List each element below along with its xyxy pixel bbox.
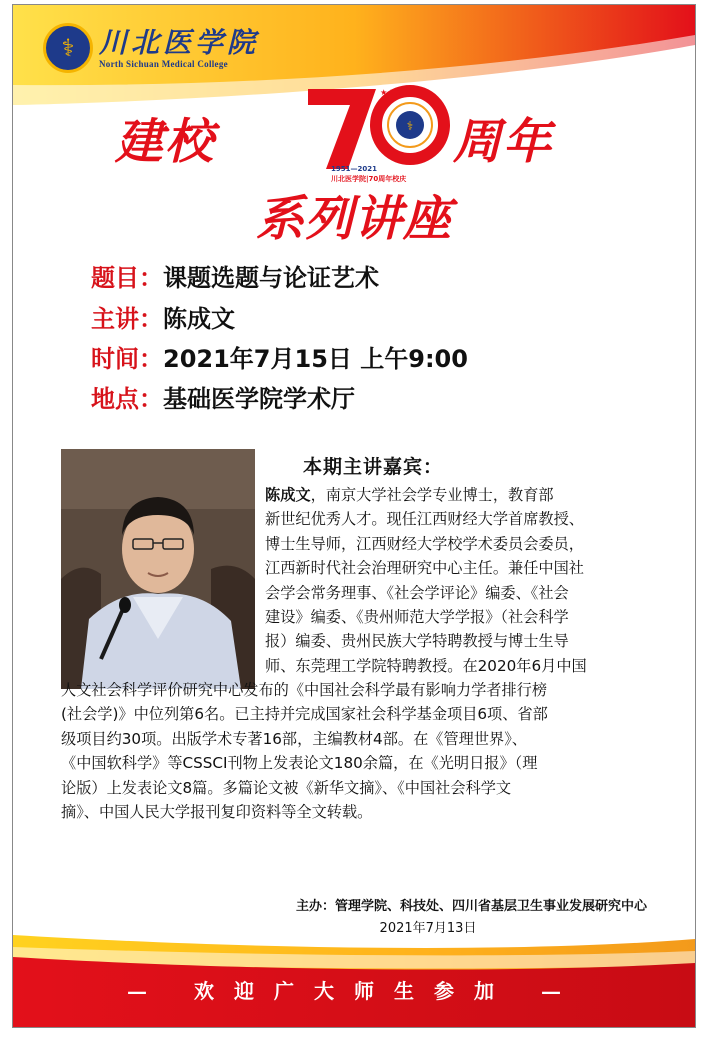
anniversary-years: 1951—2021	[331, 165, 377, 173]
svg-text:★★★★★: ★★★★★	[380, 88, 416, 97]
place-line	[91, 384, 355, 414]
speaker-label: 主讲：	[91, 305, 163, 333]
title-subtitle: 系列讲座	[255, 191, 452, 247]
college-logo	[43, 23, 259, 73]
bio-line: 级项目约30项。出版学术专著16部，主编教材4部。在《管理世界》、	[61, 729, 527, 748]
anniversary-70-emblem	[298, 77, 458, 177]
bio-line: 摘》、中国人民大学报刊复印资料等全文转载。	[61, 803, 373, 822]
bio-line: 人文社会科学评价研究中心发布的《中国社会科学最有影响力学者排行榜	[61, 681, 547, 699]
place-value: 基础医学院学术厅	[163, 385, 355, 413]
speaker-value: 陈成文	[163, 305, 235, 333]
logo-chinese-name: 川北医学院	[99, 26, 260, 59]
place-label: 地点：	[91, 385, 163, 413]
bio-line: 博士生导师，江西财经大学校学术委员会委员，	[265, 534, 584, 553]
topic-value: 课题选题与论证艺术	[163, 264, 379, 292]
bio-speaker-name: 陈成文	[265, 486, 311, 504]
time-line	[91, 344, 468, 374]
time-value: 2021年7月15日 上午9:00	[163, 345, 468, 373]
bio-line: 论版）上发表论文8篇。多篇论文被《新华文摘》、《中国社会科学文	[61, 778, 512, 797]
topic-label: 题目：	[91, 264, 163, 292]
bio-line: 江西新时代社会治理研究中心主任。兼任中国社	[265, 559, 584, 578]
bio-line: ，南京大学社会学专业博士，教育部	[310, 486, 554, 504]
title-right: 周年	[453, 114, 554, 170]
organizer: 主办：管理学院、科技处、四川省基层卫生事业发展研究中心	[295, 899, 647, 914]
bio-top	[265, 483, 647, 678]
bio-line: 会学会常务理事、《社会学评论》编委、《社会	[265, 583, 569, 602]
bio-line: 新世纪优秀人才。现任江西财经大学首席教授、	[265, 510, 584, 529]
speaker-photo	[61, 449, 255, 689]
issue-date: 2021年7月13日	[379, 921, 477, 936]
bio-line: (社会学)》中位列第6名。已主持并完成国家社会科学基金项目6项、省部	[61, 705, 548, 724]
speaker-line	[91, 304, 235, 334]
time-label: 时间：	[91, 345, 163, 373]
speaker-heading: 本期主讲嘉宾：	[303, 456, 444, 478]
bio-line: 师、东莞理工学院特聘教授。在2020年6月中国	[265, 656, 587, 675]
bio-bottom	[61, 678, 647, 824]
topic-line	[91, 263, 379, 293]
college-emblem-icon: ⚕	[43, 23, 93, 73]
bio-line: 报）编委、贵州民族大学特聘教授与博士生导	[265, 632, 569, 651]
bio-line: 《中国软科学》等CSSCI刊物上发表论文180余篇，在《光明日报》（理	[61, 754, 538, 773]
title-left: 建校	[115, 114, 216, 170]
logo-english-name: North Sichuan Medical College	[99, 59, 228, 69]
lecture-poster	[12, 4, 696, 1028]
title-row	[13, 83, 695, 183]
bio-line: 建设》编委、《贵州师范大学学报》（社会科学	[265, 608, 569, 627]
welcome-slogan: — 欢迎广大师生参加 —	[127, 979, 581, 1003]
svg-text:⚕: ⚕	[406, 119, 414, 133]
anniversary-label: 川北医学院|70周年校庆	[331, 175, 407, 183]
